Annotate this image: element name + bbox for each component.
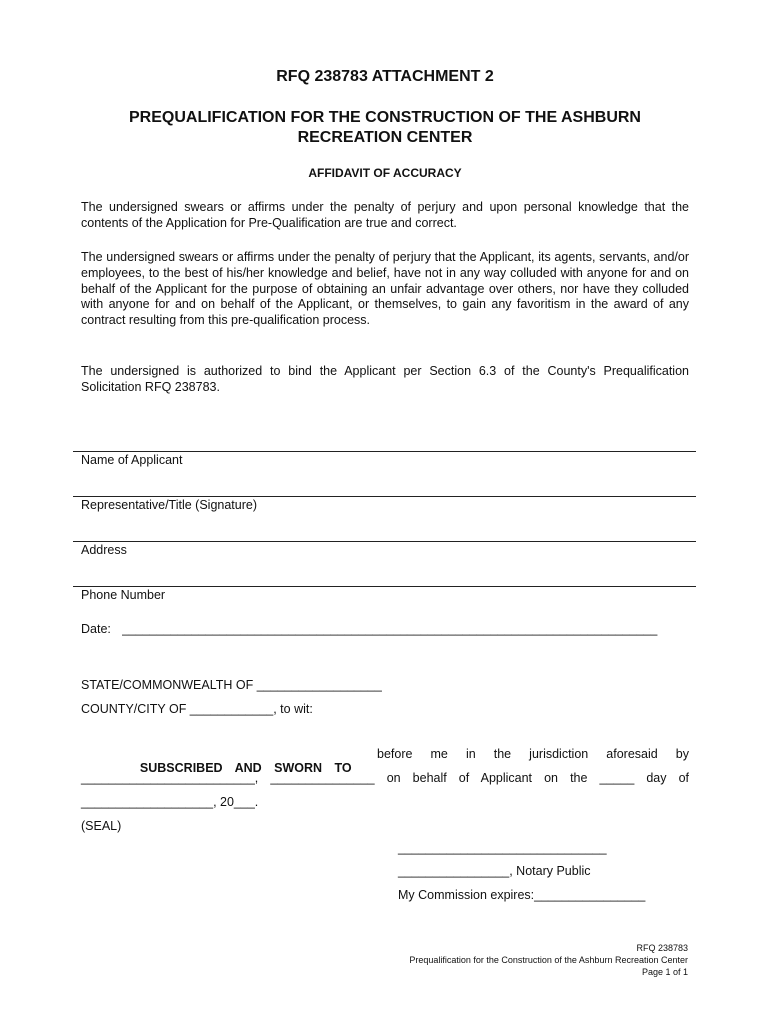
seal-label: (SEAL) <box>81 819 122 833</box>
paragraph-authority: The undersigned is authorized to bind the Applicant per Section 6.3 of the County's Prequalification Solicitation RFQ 238783. <box>81 364 689 394</box>
footer-project: Prequalification for the Construction of the Ashburn Recreation Center <box>409 955 688 965</box>
representative-signature-line[interactable] <box>73 496 696 497</box>
state-commonwealth-field[interactable]: STATE/COMMONWEALTH OF __________________ <box>81 678 382 692</box>
address-line[interactable] <box>73 541 696 542</box>
page-footer <box>409 942 688 978</box>
subscribed-sworn-bold: SUBSCRIBED AND SWORN TO <box>139 761 352 775</box>
phone-number-line[interactable] <box>73 586 696 587</box>
paragraph-accuracy: The undersigned swears or affirms under the penalty of perjury and upon personal knowledge that the contents of the Application for Pre-Qualification are true and correct. <box>81 200 689 230</box>
notary-public-field[interactable]: ________________, Notary Public <box>398 864 591 878</box>
sworn-date-line[interactable]: ___________________, 20___. <box>81 795 259 809</box>
document-subtitle: PREQUALIFICATION FOR THE CONSTRUCTION OF THE ASHBURN RECREATION CENTER <box>129 109 641 146</box>
paragraph-collusion: The undersigned swears or affirms under the penalty of perjury that the Applicant, its agents, servants, and/or employees, to the best of his/her knowledge and belief, have not in any way colluded with anyone for and on behalf of the Applicant for the purpose of obtaining an unfair advantage over others, nor have they colluded with anyone for and on behalf of the Applicant, or themselves, to gain any favoritism in the award of any contract resulting from this pre-qualification process. <box>81 250 689 328</box>
address-label: Address <box>81 543 127 557</box>
name-of-applicant-line[interactable] <box>73 451 696 452</box>
phone-number-label: Phone Number <box>81 588 166 602</box>
date-field[interactable]: _____________________________________________________________________________ <box>122 622 658 636</box>
representative-signature-label: Representative/Title (Signature) <box>81 498 258 512</box>
commission-expires-field[interactable]: My Commission expires:________________ <box>398 888 646 902</box>
date-label: Date: <box>81 622 111 636</box>
county-city-field[interactable]: COUNTY/CITY OF ____________, to wit: <box>81 702 313 716</box>
footer-page-number: Page 1 of 1 <box>641 967 688 977</box>
sworn-by-applicant-line[interactable]: _________________________, _______________ on behalf of Applicant on the _____ day of <box>81 771 689 785</box>
section-heading: AFFIDAVIT OF ACCURACY <box>308 166 462 180</box>
notary-signature-line[interactable]: ______________________________ <box>398 841 607 855</box>
footer-rfq: RFQ 238783 <box>636 943 688 953</box>
name-of-applicant-label: Name of Applicant <box>81 453 183 467</box>
sworn-before-text: before me in the jurisdiction aforesaid by <box>377 747 689 761</box>
document-title: RFQ 238783 ATTACHMENT 2 <box>276 68 494 85</box>
